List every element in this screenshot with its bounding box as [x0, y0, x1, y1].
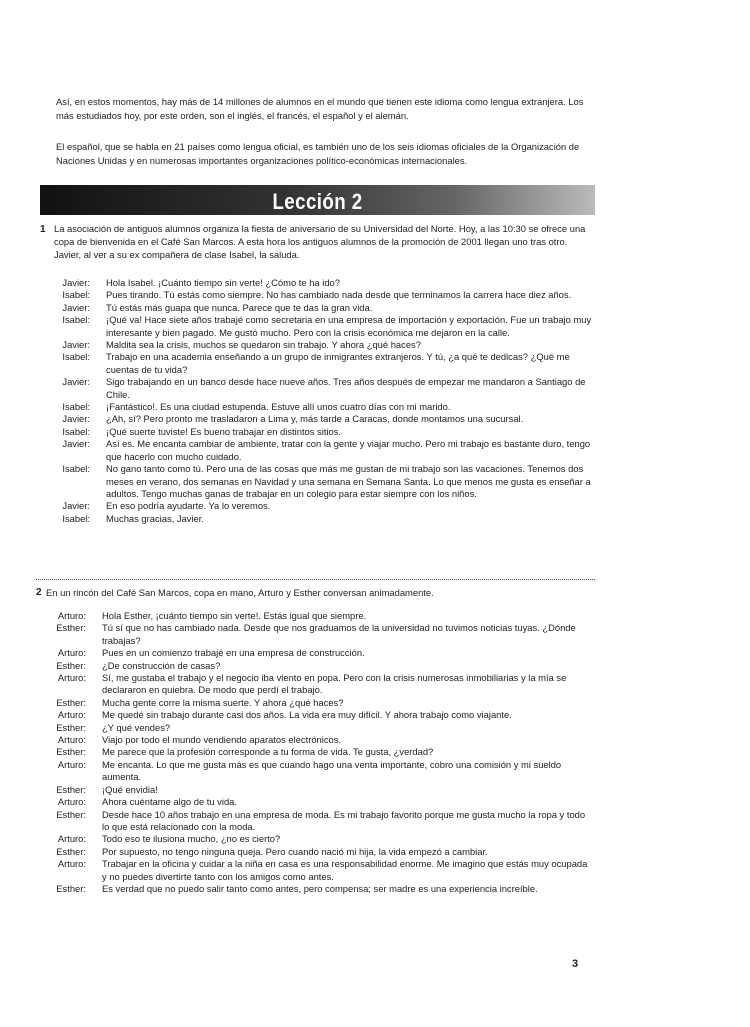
dialog-line — [40, 376, 595, 401]
speaker-label: Isabel: — [62, 463, 90, 475]
speaker-label: Esther: — [56, 659, 86, 671]
speaker-label: Isabel: — [62, 351, 90, 363]
dialog-text: Muchas gracias, Javier. — [106, 512, 204, 524]
dialog-line — [40, 513, 595, 525]
dialog-line — [36, 809, 591, 834]
intro-paragraph-2: El español, que se habla en 21 países como lengua oficial, es también uno de los seis idiomas oficiales de la Organización de Naciones Unidas y en numerosas importantes organizaciones político-económicas internacionales. — [56, 141, 580, 166]
dialog-text: ¡Qué envidia! — [102, 783, 158, 795]
dialog-line — [36, 858, 591, 883]
speaker-label: Esther: — [56, 882, 86, 894]
dialog-text: ¿Ah, sí? Pero pronto me trasladaron a Lima y, más tarde a Caracas, donde montamos una sucursal. — [106, 413, 524, 425]
dialog-line — [36, 709, 591, 721]
dialog-text: ¡Qué va! Hace siete años trabajé como secretaria en una empresa de importación y exportación. Fue un trabajo muy interesante y bien pagado. Me gustó mucho. Pero con la crisis económica me dejaron en la calle. — [106, 314, 592, 338]
intro-paragraph-1: Así, en estos momentos, hay más de 14 millones de alumnos en el mundo que tienen este idioma como lengua extranjera. Los más estudiados hoy, por este orden, son el inglés, el francés, el español y el alemán. — [56, 96, 584, 121]
section-divider — [36, 579, 595, 580]
dialog-text: ¡Qué suerte tuviste! Es bueno trabajar en distintos sitios. — [106, 425, 342, 437]
section-1-intro: La asociación de antiguos alumnos organiza la fiesta de aniversario de su Universidad del Norte. Hoy, a las 10:30 se ofrece una copa de bienvenida en el Café San Marcos. A esta hora los antiguos alumnos de la promoción de 2001 llegan uno tras otro. Javier, al ver a su ex compañera de clase Isabel, la saluda. — [54, 223, 586, 260]
speaker-label: Esther: — [56, 845, 86, 857]
dialog-text: ¡Fantástico!. Es una ciudad estupenda. Estuve allí unos cuatro días con mi marido. — [106, 401, 451, 413]
dialog-text: Por supuesto, no tengo ninguna queja. Pero cuando nació mi hija, la vida empezó a cambiar. — [102, 845, 488, 857]
speaker-label: Esther: — [56, 721, 86, 733]
dialog-line — [36, 610, 591, 622]
section-2-intro: En un rincón del Café San Marcos, copa en mano, Arturo y Esther conversan animadamente. — [46, 587, 434, 598]
dialog-text: Hola Isabel. ¡Cuánto tiempo sin verte! ¿Cómo te ha ido? — [106, 277, 340, 288]
dialog-line — [36, 746, 591, 758]
speaker-label: Javier: — [62, 413, 90, 425]
page-number: 3 — [572, 958, 579, 970]
speaker-label: Isabel: — [62, 314, 90, 326]
dialog-text: Me parece que la profesión corresponde a tu forma de vida. Te gusta, ¿verdad? — [102, 746, 434, 758]
speaker-label: Arturo: — [57, 758, 86, 770]
dialog-line — [36, 796, 591, 808]
dialog-text: Todo eso te ilusiona mucho, ¿no es cierto? — [102, 833, 281, 845]
speaker-label: Esther: — [56, 696, 86, 708]
speaker-label: Arturo: — [57, 796, 86, 808]
dialog-line — [36, 833, 591, 845]
dialog-line — [36, 759, 591, 784]
speaker-label: Isabel: — [62, 401, 90, 413]
dialog-text: Trabajar en la oficina y cuidar a la niña en casa es una responsabilidad enorme. Me imagino que estás muy ocupada y no puedes divertirte tanto con los amigos como antes. — [102, 858, 588, 882]
dialog-text: Tú estás más guapa que nunca. Parece que te das la gran vida. — [106, 301, 373, 313]
dialog-text: Ahora cuéntame algo de tu vida. — [102, 796, 237, 808]
dialog-text: Me encanta. Lo que me gusta más es que cuando hago una venta importante, cobro una comisión y mi sueldo aumenta. — [102, 758, 562, 783]
dialog-text: En eso podría ayudarte. Ya lo veremos. — [106, 500, 271, 512]
dialog-line — [36, 734, 591, 746]
dialog-text: Maldita sea la crisis, muchos se quedaron sin trabajo. Y ahora ¿qué haces? — [106, 339, 421, 351]
speaker-label: Isabel: — [62, 425, 90, 437]
dialog-line — [40, 438, 595, 463]
dialog-2 — [36, 610, 591, 895]
speaker-label: Arturo: — [57, 858, 86, 870]
dialog-line — [40, 289, 595, 301]
dialog-text: ¿De construcción de casas? — [102, 659, 221, 671]
dialog-line — [40, 401, 595, 413]
dialog-line — [40, 463, 595, 500]
speaker-label: Javier: — [62, 500, 90, 512]
speaker-label: Isabel: — [62, 512, 90, 524]
dialog-text: Pues en un comienzo trabajé en una empresa de construcción. — [102, 647, 365, 659]
dialog-text: Viajo por todo el mundo vendiendo aparatos electrónicos. — [102, 734, 342, 746]
dialog-line — [40, 413, 595, 425]
speaker-label: Javier: — [62, 339, 90, 351]
dialog-line — [40, 277, 595, 289]
section-1-number: 1 — [40, 224, 46, 235]
dialog-text: Trabajo en una academia enseñando a un grupo de inmigrantes extranjeros. Y tú, ¿a qué te dedicas? ¿Qué me cuentas de tu vida? — [106, 351, 570, 375]
lesson-banner — [40, 185, 595, 215]
dialog-text: Desde hace 10 años trabajo en una empresa de moda. Es mi trabajo favorito porque me gusta mucho la ropa y todo lo que está relacionado con la moda. — [102, 808, 586, 832]
dialog-line — [40, 314, 595, 339]
dialog-line — [36, 622, 591, 647]
dialog-line — [36, 672, 591, 697]
speaker-label: Javier: — [62, 438, 90, 450]
speaker-label: Javier: — [62, 277, 90, 288]
dialog-line — [36, 647, 591, 659]
speaker-label: Arturo: — [57, 734, 86, 746]
dialog-text: Sigo trabajando en un banco desde hace nueve años. Tres años después de empezar me mandaron a Santiago de Chile. — [106, 376, 586, 400]
dialog-line — [40, 426, 595, 438]
dialog-line — [36, 722, 591, 734]
speaker-label: Arturo: — [57, 709, 86, 721]
dialog-line — [36, 660, 591, 672]
dialog-text: Hola Esther, ¡cuánto tiempo sin verte!. Estás igual que siempre. — [102, 610, 367, 621]
dialog-text: ¿Y qué vendes? — [102, 721, 171, 733]
speaker-label: Esther: — [56, 783, 86, 795]
dialog-line — [40, 351, 595, 376]
speaker-label: Arturo: — [57, 672, 86, 684]
dialog-text: Pues tirando. Tú estás como siempre. No has cambiado nada desde que terminamos la carrera hace diez años. — [106, 289, 572, 301]
dialog-line — [36, 784, 591, 796]
dialog-line — [36, 846, 591, 858]
dialog-text: Es verdad que no puedo salir tanto como antes, pero compensa; ser madre es una experiencia increíble. — [102, 882, 538, 894]
dialog-line — [36, 883, 591, 895]
lesson-title: Lección 2 — [272, 189, 363, 214]
speaker-label: Javier: — [62, 376, 90, 388]
dialog-line — [40, 339, 595, 351]
speaker-label: Esther: — [56, 746, 86, 758]
speaker-label: Javier: — [62, 301, 90, 313]
dialog-text: Me quedé sin trabajo durante casi dos años. La vida era muy difícil. Y ahora trabajo como viajante. — [102, 709, 512, 721]
speaker-label: Arturo: — [57, 610, 86, 621]
speaker-label: Isabel: — [62, 289, 90, 301]
dialog-line — [36, 697, 591, 709]
speaker-label: Arturo: — [57, 647, 86, 659]
speaker-label: Esther: — [56, 808, 86, 820]
dialog-line — [40, 302, 595, 314]
dialog-text: Así es. Me encanta cambiar de ambiente, tratar con la gente y viajar mucho. Pero mi trabajo es bastante duro, tengo que hacerlo con mucho cuidado. — [106, 438, 591, 462]
speaker-label: Esther: — [56, 622, 86, 634]
dialog-line — [40, 500, 595, 512]
section-2-number: 2 — [36, 587, 42, 598]
dialog-text: No gano tanto como tú. Pero una de las cosas que más me gustan de mi trabajo son las vacaciones. Tenemos dos meses en verano, dos semanas en Navidad y una semana en Semana Santa. Lo que menos me gusta es enseñar a adultos. Tengo muchas ganas de trabajar en un colegio para estar siempre con los niños. — [106, 463, 591, 499]
dialog-text: Tú sí que no has cambiado nada. Desde que nos graduamos de la universidad no tuvimos noticias tuyas. ¿Dónde trabajas? — [102, 622, 576, 646]
dialog-text: Mucha gente corre la misma suerte. Y ahora ¿qué haces? — [102, 696, 344, 708]
speaker-label: Arturo: — [57, 833, 86, 845]
dialog-1 — [40, 277, 595, 525]
dialog-text: Sí, me gustaba el trabajo y el negocio iba viento en popa. Pero con la crisis numerosas inmobiliarias y la mía se declararon en quiebra. De modo que perdí el trabajo. — [102, 672, 567, 696]
